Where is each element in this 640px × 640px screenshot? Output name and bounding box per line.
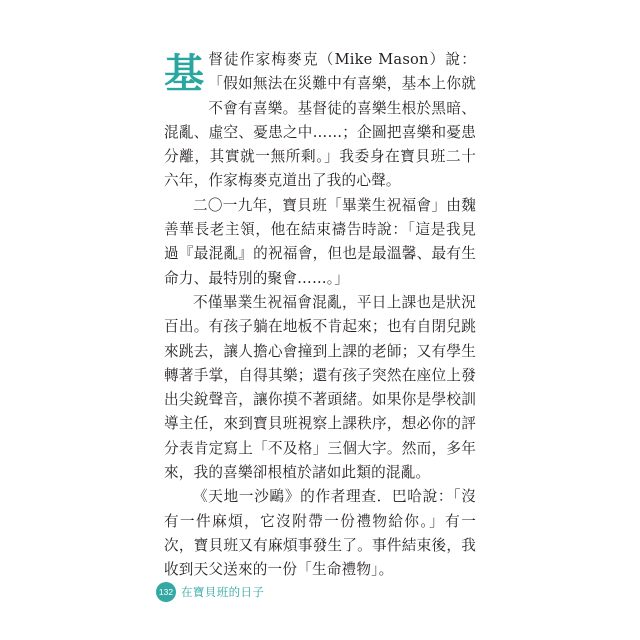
drop-cap: 基 bbox=[164, 51, 205, 97]
running-title: 在寶貝班的日子 bbox=[181, 585, 265, 599]
paragraph-1 bbox=[164, 48, 476, 194]
paragraph-2: 二〇一九年，寶貝班「畢業生祝福會」由魏善華長老主領，他在結束禱告時說：「這是我見過『最混亂』的祝福會，但也是最溫馨、最有生命力、最特別的聚會……。」 bbox=[164, 196, 476, 287]
paragraph-3: 不僅畢業生祝福會混亂，平日上課也是狀況百出。有孩子躺在地板不肯起來；也有自閉兒跳來跳去，讓人擔心會撞到上課的老師；又有學生轉著手掌，自得其樂；還有孩子突然在座位上發出尖銳聲音，讓你摸不著頭緒。如果你是學校訓導主任，來到寶貝班視察上課秩序，想必你的評分表肯定寫上「不及格」三個大字。然而，多年來，我的喜樂卻根植於諸如此類的混亂。 bbox=[164, 293, 476, 482]
paragraph-4: 《天地一沙鷗》的作者理查．巴哈說：「沒有一件麻煩，它沒附帶一份禮物給你。」有一次，寶貝班又有麻煩事發生了。事件結束後，我收到天父送來的一份「生命禮物」。 bbox=[164, 488, 476, 579]
body-text bbox=[164, 48, 476, 583]
page-footer bbox=[156, 582, 264, 602]
page-number-badge: 132 bbox=[156, 582, 176, 602]
paragraph-1-text: 督徒作家梅麥克（Mike Mason）說：「假如無法在災難中有喜樂，基本上你就不會有喜樂。基督徒的喜樂生根於黑暗、混亂、虛空、憂患之中……；企圖把喜樂和憂患分離，其實就一無所剩。」我委身在寶貝班二十六年，作家梅麥克道出了我的心聲。 bbox=[164, 51, 476, 190]
